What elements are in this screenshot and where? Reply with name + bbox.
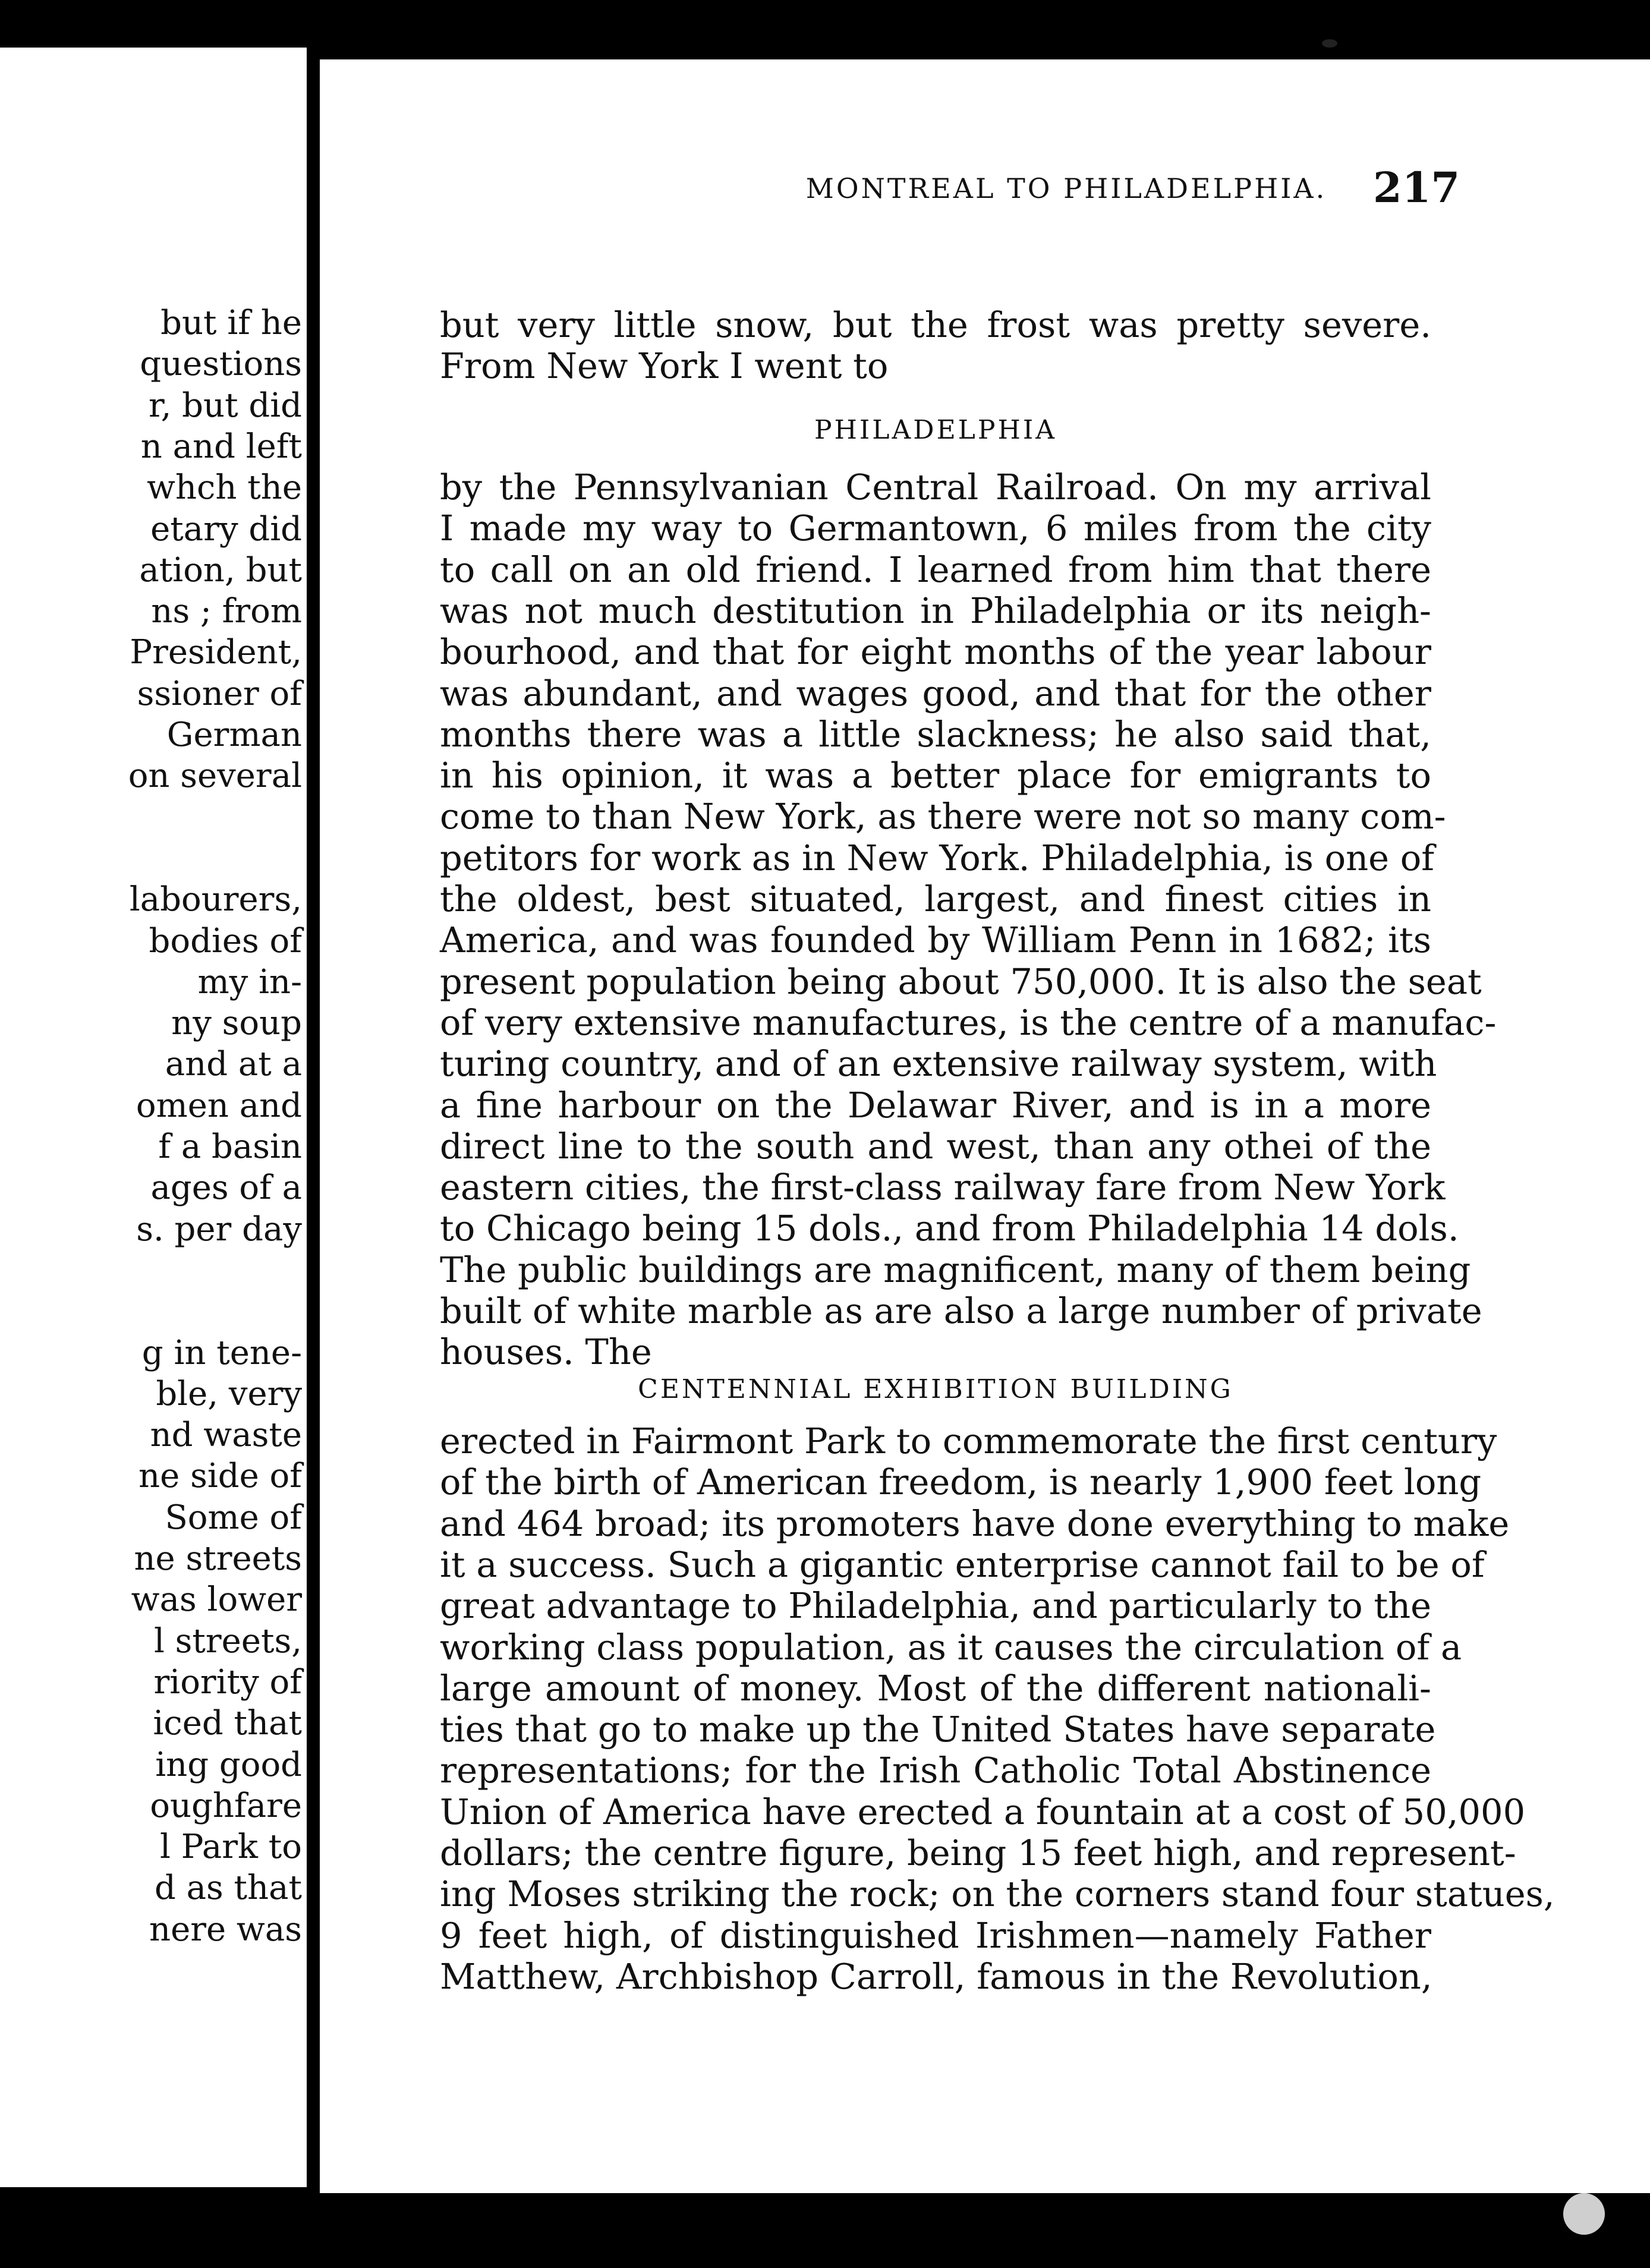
ink-smudge	[1563, 2193, 1605, 2235]
left-page-fragment: ing good	[155, 1745, 302, 1784]
paragraph-2-line: was not much destitution in Philadelphia or its neigh-	[440, 590, 1431, 631]
left-page-fragment: ages of a	[150, 1168, 302, 1208]
left-page-fragment: iced that	[153, 1704, 302, 1743]
paragraph-1-line: From New York I went to	[440, 345, 889, 386]
paragraph-2-line: present population being about 750,000. It is also the seat	[440, 960, 1482, 1002]
paragraph-3-line: representations; for the Irish Catholic Total Abstinence	[440, 1750, 1431, 1791]
left-page-fragment: ns ; from	[151, 592, 302, 631]
left-page	[0, 48, 307, 2187]
left-page-fragment: Some of	[165, 1498, 302, 1537]
paragraph-2-line: built of white marble as are also a large number of private	[440, 1290, 1482, 1331]
paragraph-3-line: Union of America have erected a fountain at a cost of 50,000	[440, 1791, 1526, 1832]
left-page-fragment: ne streets	[134, 1539, 302, 1578]
paragraph-2-line: come to than New York, as there were not so many com-	[440, 796, 1446, 837]
running-head: MONTREAL TO PHILADELPHIA.	[805, 172, 1327, 204]
paragraph-3-line: of the birth of American freedom, is nearly 1,900 feet long	[440, 1461, 1482, 1503]
left-page-fragment: f a basin	[158, 1127, 302, 1166]
paragraph-2-line: a fine harbour on the Delawar River, and is in a more	[440, 1084, 1431, 1126]
paragraph-2-line: the oldest, best situated, largest, and finest cities in	[440, 878, 1431, 919]
paragraph-2-line: in his opinion, it was a better place for emigrants to	[440, 755, 1431, 796]
left-page-fragment: riority of	[153, 1662, 302, 1702]
paragraph-3-line: ing Moses striking the rock; on the corners stand four statues,	[440, 1873, 1555, 1915]
left-page-fragment: questions	[140, 345, 302, 384]
paragraph-3-line: it a success. Such a gigantic enterprise cannot fail to be of	[440, 1544, 1485, 1585]
paragraph-2-line: by the Pennsylvanian Central Railroad. On my arrival	[440, 467, 1431, 508]
paragraph-2-line: was abundant, and wages good, and that for the other	[440, 672, 1431, 714]
paragraph-2-line: of very extensive manufactures, is the centre of a manufac-	[440, 1001, 1497, 1043]
left-page-fragment: was lower	[131, 1580, 302, 1620]
left-page-fragment: ne side of	[138, 1457, 302, 1496]
ink-mark	[1322, 39, 1337, 48]
left-page-fragment: d as that	[154, 1869, 302, 1908]
left-page-fragment: s. per day	[136, 1209, 302, 1249]
left-page-fragment: nd waste	[150, 1416, 302, 1455]
left-page-fragment: n and left	[140, 427, 302, 466]
section-heading-philadelphia: PHILADELPHIA	[814, 415, 1057, 445]
paragraph-3-line: large amount of money. Most of the different nationali-	[440, 1667, 1431, 1709]
paragraph-2-line: to call on an old friend. I learned from him that there	[440, 549, 1431, 590]
section-heading-centennial: CENTENNIAL EXHIBITION BUILDING	[638, 1374, 1233, 1404]
left-page-fragment: l Park to	[160, 1828, 302, 1867]
paragraph-2-line: direct line to the south and west, than any othei of the	[440, 1125, 1431, 1167]
paragraph-3-line: and 464 broad; its promoters have done everything to make	[440, 1502, 1510, 1544]
paragraph-2-line: The public buildings are magnificent, many of them being	[440, 1249, 1471, 1290]
paragraph-1-line: but very little snow, but the frost was pretty severe.	[440, 304, 1431, 345]
paragraph-3-line: ties that go to make up the United States have separate	[440, 1709, 1436, 1750]
paragraph-2-line: turing country, and of an extensive railway system, with	[440, 1043, 1437, 1085]
left-page-fragment: my in-	[197, 962, 302, 1001]
left-page-fragment: bodies of	[149, 921, 302, 960]
left-page-fragment: ssioner of	[137, 674, 302, 713]
paragraph-3-line: working class population, as it causes the circulation of a	[440, 1626, 1462, 1668]
left-page-fragment: whch the	[147, 468, 302, 508]
left-page-fragment: on several	[128, 757, 302, 796]
paragraph-3-line: dollars; the centre figure, being 15 feet high, and represent-	[440, 1832, 1516, 1873]
page-number: 217	[1373, 163, 1460, 212]
paragraph-2-line: months there was a little slackness; he also said that,	[440, 713, 1431, 755]
left-page-fragment: l streets,	[153, 1621, 302, 1661]
paragraph-2-line: eastern cities, the first-class railway fare from New York	[440, 1167, 1446, 1208]
paragraph-3-line: 9 feet high, of distinguished Irishmen—namely Father	[440, 1914, 1431, 1956]
left-page-fragment: omen and	[136, 1086, 302, 1125]
left-page-fragment: nere was	[149, 1910, 302, 1949]
left-page-fragment: ble, very	[156, 1374, 302, 1413]
left-page-fragment: and at a	[165, 1045, 302, 1084]
left-page-fragment: but if he	[160, 304, 302, 342]
paragraph-2-line: houses. The	[440, 1331, 652, 1373]
left-page-fragment: labourers,	[129, 880, 302, 919]
left-page-fragment: etary did	[150, 509, 302, 549]
paragraph-3-line: great advantage to Philadelphia, and particularly to the	[440, 1585, 1432, 1627]
paragraph-3-line: erected in Fairmont Park to commemorate the first century	[440, 1420, 1497, 1461]
left-page-fragment: ation, but	[139, 550, 302, 590]
paragraph-2-line: I made my way to Germantown, 6 miles from the city	[440, 508, 1431, 549]
left-page-fragment: g in tene-	[141, 1333, 302, 1372]
paragraph-2-line: to Chicago being 15 dols., and from Philadelphia 14 dols.	[440, 1208, 1459, 1249]
left-page-fragment: German	[166, 716, 302, 754]
left-page-fragment: r, but did	[148, 386, 302, 425]
paragraph-2-line: petitors for work as in New York. Philadelphia, is one of	[440, 837, 1435, 878]
left-page-fragment: oughfare	[150, 1786, 302, 1825]
left-page-fragment: ny soup	[171, 1004, 302, 1043]
gutter-rule	[309, 48, 317, 2194]
left-page-fragment: President,	[130, 633, 302, 672]
paragraph-2-line: bourhood, and that for eight months of the year labour	[440, 631, 1431, 673]
paragraph-2-line: America, and was founded by William Penn in 1682; its	[440, 919, 1431, 961]
paragraph-3-line: Matthew, Archbishop Carroll, famous in the Revolution,	[440, 1955, 1432, 1997]
